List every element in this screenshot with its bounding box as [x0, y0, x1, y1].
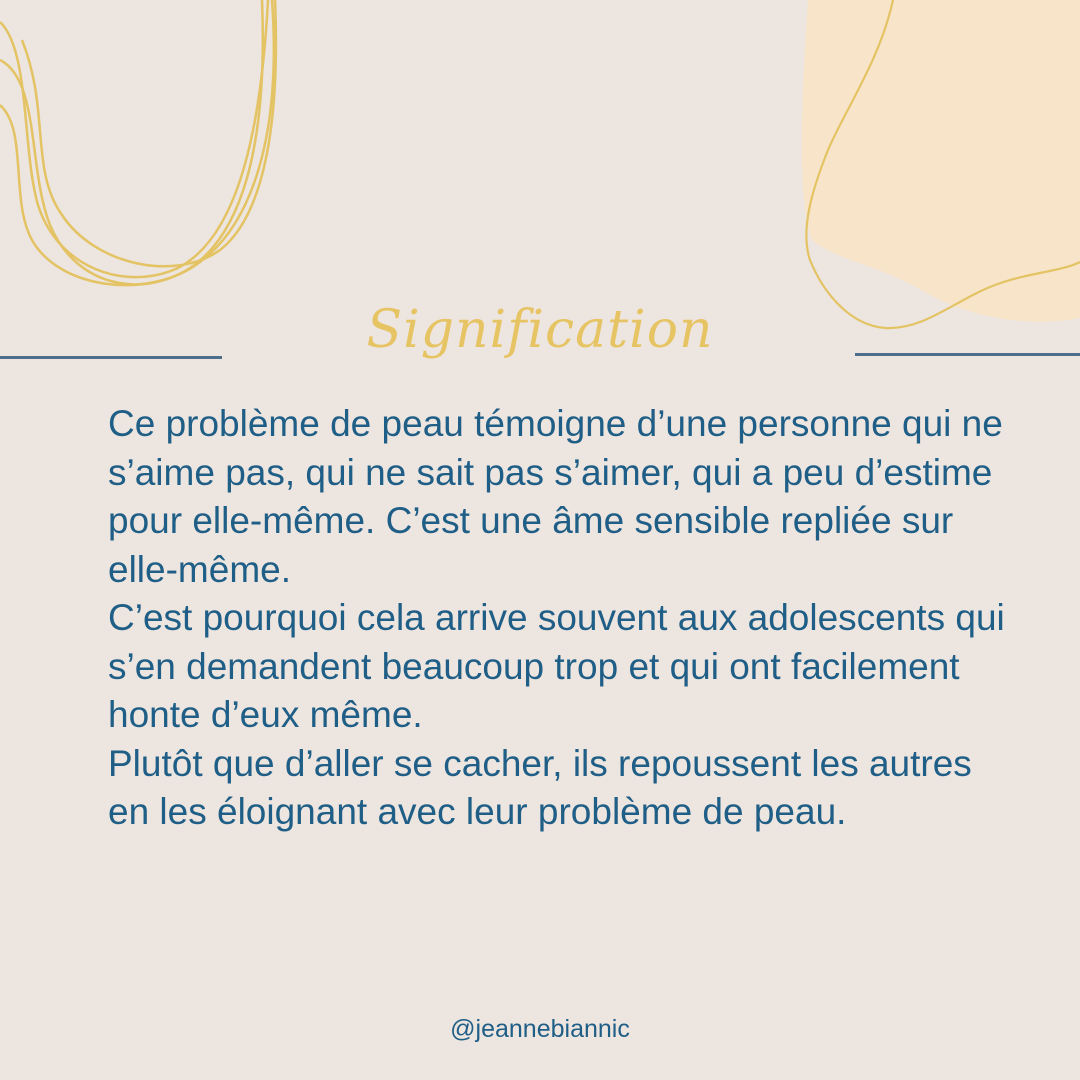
paragraph: C’est pourquoi cela arrive souvent aux adolescents qui s’en demandent beaucoup trop et qui ont facilement honte d’eux même.: [108, 597, 1005, 735]
divider-right: [855, 353, 1080, 356]
paragraph: Plutôt que d’aller se cacher, ils repoussent les autres en les éloignant avec leur problème de peau.: [108, 742, 972, 832]
paragraph: Ce problème de peau témoigne d’une personne qui ne s’aime pas, qui ne sait pas s’aimer, qui a peu d’estime pour elle-même. C’est une âme sensible repliée sur elle-même.: [108, 403, 1003, 590]
divider-left: [0, 356, 222, 359]
section-title: Signification: [366, 300, 714, 360]
gold-outline-shape: [806, 0, 1080, 328]
cream-blob-shape: [802, 0, 1080, 322]
gold-loops-shape: [0, 0, 276, 285]
body-text: [108, 400, 1008, 837]
author-handle: @jeannebiannic: [450, 1015, 630, 1043]
